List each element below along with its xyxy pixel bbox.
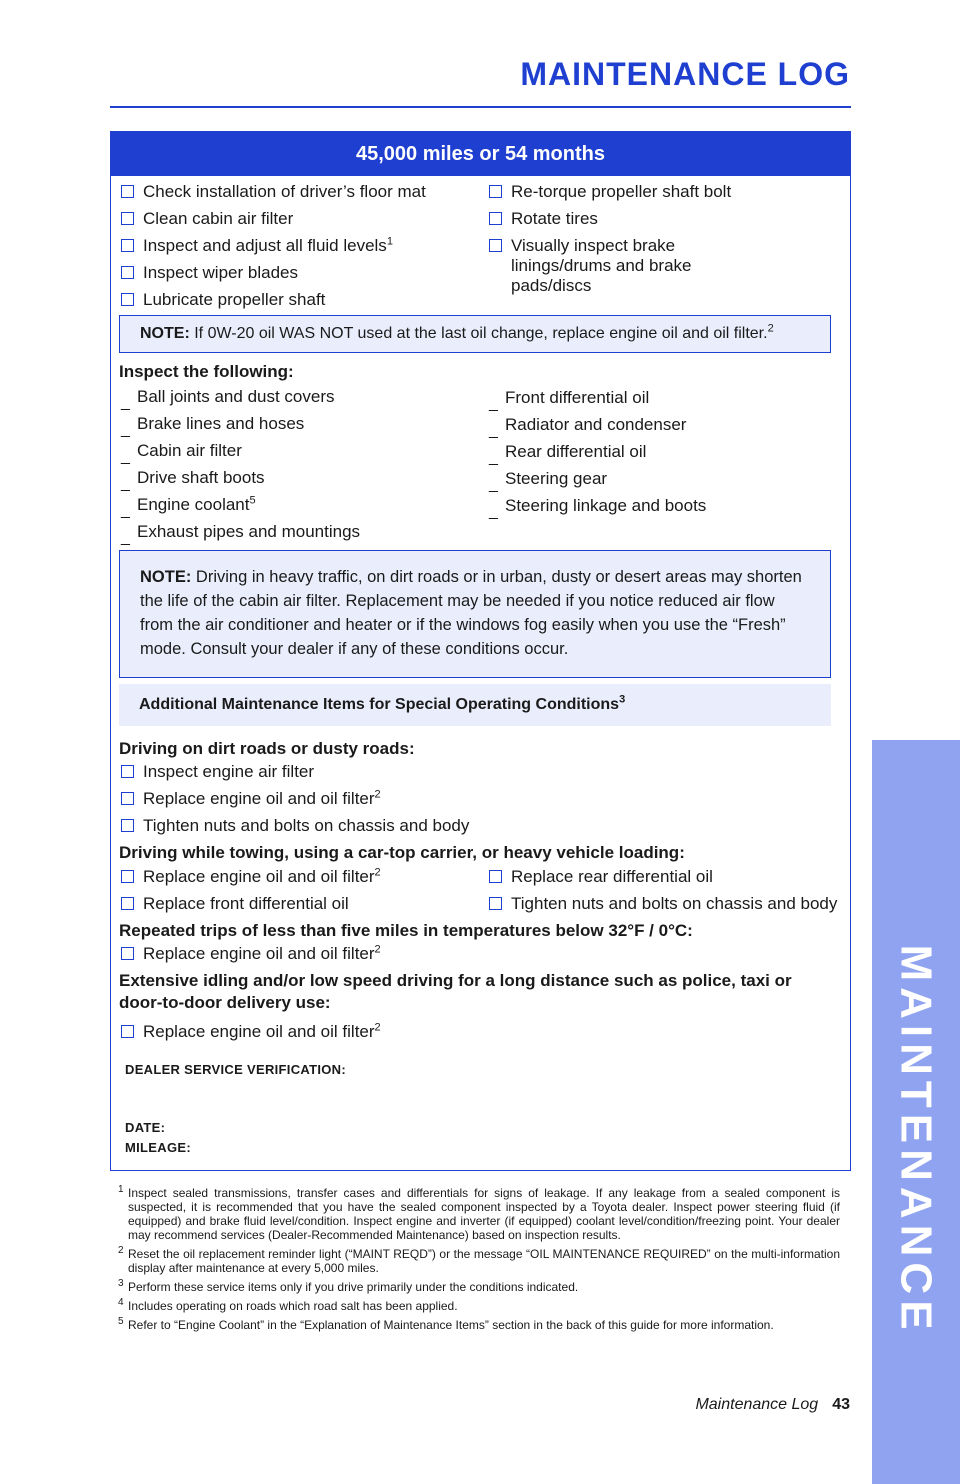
checklist-item (111, 209, 481, 229)
footnote-number: 2 (118, 1245, 124, 1256)
checklist-item (111, 1022, 811, 1042)
checklist-left (111, 182, 481, 317)
idling-list (111, 1022, 811, 1049)
dash-bullet: _ (489, 476, 498, 493)
towing-heading: Driving while towing, using a car-top carrier, or heavy vehicle loading: (119, 843, 685, 862)
dash-bullet: _ (489, 449, 498, 466)
footnote-ref: 2 (767, 322, 774, 335)
item-text: Check installation of driver’s floor mat (143, 182, 426, 201)
special-conditions-title: Additional Maintenance Items for Special Operating Conditions (139, 696, 620, 713)
item-text: Brake lines and hoses (137, 414, 305, 433)
footnote-ref: 1 (386, 235, 393, 248)
short-trips-heading: Repeated trips of less than five miles in temperatures below 32°F / 0°C: (119, 921, 693, 940)
checklist-item (479, 209, 839, 229)
checklist-item (111, 762, 811, 782)
item-text: Rotate tires (511, 209, 598, 228)
short-trips-list (111, 944, 811, 971)
checklist-item (479, 236, 771, 296)
footnote (118, 1299, 840, 1313)
checkbox-icon[interactable] (121, 212, 134, 225)
side-tab (872, 740, 960, 1484)
checklist-item (111, 944, 811, 964)
inspect-item (479, 442, 839, 466)
item-text: Tighten nuts and bolts on chassis and body (511, 894, 838, 913)
checkbox-icon[interactable] (121, 266, 134, 279)
checkbox-icon[interactable] (489, 212, 502, 225)
inspect-heading: Inspect the following: (119, 362, 294, 381)
inspect-item (111, 441, 481, 465)
inspect-item (111, 522, 481, 546)
item-text: Steering linkage and boots (505, 496, 707, 515)
dash-bullet: _ (489, 503, 498, 520)
checklist-item (479, 867, 849, 887)
footnote-text: Inspect sealed transmissions, transfer cases and differentials for signs of leakage. If any leakage from a sealed component is suspected, it is recommended that you have the sealed component inspected by a Toyota dealer. Inspect power steering fluid (if equipped) and brake fluid level/condition. Inspect engine and inverter (if equipped) coolant level/condition/freezing point. Your dealer may recommend services (Dealer-Recommended Maintenance) based on inspection results. (128, 1186, 840, 1242)
item-text: Replace engine oil and oil filter (143, 867, 375, 886)
checkbox-icon[interactable] (121, 293, 134, 306)
dash-bullet: _ (121, 502, 130, 519)
footnote-text: Perform these service items only if you drive primarily under the conditions indicated. (128, 1280, 579, 1294)
item-text: Cabin air filter (137, 441, 242, 460)
footnote-text: Includes operating on roads which road salt has been applied. (128, 1299, 458, 1313)
checklist-item (479, 182, 839, 202)
special-conditions-banner (119, 684, 831, 726)
checkbox-icon[interactable] (121, 947, 134, 960)
checklist-item (111, 236, 481, 256)
checkbox-icon[interactable] (121, 185, 134, 198)
dash-bullet: _ (121, 448, 130, 465)
item-text: Lubricate propeller shaft (143, 290, 326, 309)
item-text: Inspect and adjust all fluid levels (143, 236, 387, 255)
inspect-list-right (479, 388, 839, 523)
page-number: 43 (832, 1396, 850, 1413)
checklist-item (111, 290, 481, 310)
item-text: Front differential oil (505, 388, 650, 407)
checkbox-icon[interactable] (489, 239, 502, 252)
item-text: Inspect engine air filter (143, 762, 315, 781)
checklist-item (111, 789, 811, 809)
inspect-item (479, 388, 839, 412)
item-text: Steering gear (505, 469, 608, 488)
date-label: DATE: (125, 1120, 166, 1135)
footnote-ref: 2 (374, 866, 381, 879)
footnote-ref: 3 (619, 693, 626, 706)
towing-list-right (479, 867, 849, 921)
item-text: Engine coolant (137, 495, 250, 514)
item-text: Re-torque propeller shaft bolt (511, 182, 732, 201)
dash-bullet: _ (121, 475, 130, 492)
mileage-label: MILEAGE: (125, 1140, 191, 1155)
footnote (118, 1318, 840, 1332)
page-title: MAINTENANCE LOG (520, 56, 850, 92)
note-text: Driving in heavy traffic, on dirt roads or in urban, dusty or desert areas may shorten the life of the cabin air filter. Replacement may be needed if you notice reduced air flow from the air conditioner and heater or if the windows fog easily when you use the “Fresh” mode. Consult your dealer if any of these conditions occur. (140, 568, 802, 658)
item-text: Replace front differential oil (143, 894, 349, 913)
checklist-right (479, 182, 839, 303)
inspect-item (111, 414, 481, 438)
inspect-item (111, 468, 481, 492)
item-text: Replace engine oil and oil filter (143, 1022, 375, 1041)
checklist-item (111, 182, 481, 202)
checklist-item (111, 894, 481, 914)
footnote-text: Reset the oil replacement reminder light (“MAINT REQD”) or the message “OIL MAINTENANCE REQUIRED” on the multi-information display after maintenance at every 5,000 miles. (128, 1247, 840, 1275)
maintenance-box (110, 131, 851, 1171)
footnote-number: 3 (118, 1278, 124, 1289)
dirt-roads-heading: Driving on dirt roads or dusty roads: (119, 739, 415, 758)
checkbox-icon[interactable] (489, 870, 502, 883)
footnote-ref: 2 (374, 788, 381, 801)
item-text: Tighten nuts and bolts on chassis and body (143, 816, 470, 835)
footnote-ref: 2 (374, 1021, 381, 1034)
interval-header: 45,000 miles or 54 months (111, 132, 850, 176)
note-label: NOTE: (140, 568, 192, 586)
checklist-item (111, 816, 811, 836)
item-text: Ball joints and dust covers (137, 387, 335, 406)
footnote (118, 1186, 840, 1242)
footnote-number: 1 (118, 1184, 124, 1195)
item-text: Replace engine oil and oil filter (143, 944, 375, 963)
item-text: Inspect wiper blades (143, 263, 298, 282)
note-text: If 0W-20 oil WAS NOT used at the last oil change, replace engine oil and oil filter. (189, 325, 768, 342)
checkbox-icon[interactable] (489, 897, 502, 910)
checkbox-icon[interactable] (121, 870, 134, 883)
checkbox-icon[interactable] (121, 897, 134, 910)
footer-section-name: Maintenance Log (695, 1396, 819, 1413)
footnotes (118, 1186, 840, 1337)
checkbox-icon[interactable] (489, 185, 502, 198)
title-rule (110, 106, 851, 108)
checklist-item (111, 263, 481, 283)
dealer-verification-label: DEALER SERVICE VERIFICATION: (125, 1062, 346, 1077)
item-text: Radiator and condenser (505, 415, 687, 434)
dash-bullet: _ (121, 394, 130, 411)
footnote-ref: 2 (374, 943, 381, 956)
checkbox-icon[interactable] (121, 765, 134, 778)
footnote (118, 1280, 840, 1294)
item-text: Exhaust pipes and mountings (137, 522, 361, 541)
checkbox-icon[interactable] (121, 819, 134, 832)
footnote-number: 5 (118, 1316, 124, 1327)
towing-list-left (111, 867, 481, 921)
dash-bullet: _ (489, 422, 498, 439)
checkbox-icon[interactable] (121, 1025, 134, 1038)
note-cabin-filter (119, 550, 831, 678)
item-text: Replace engine oil and oil filter (143, 789, 375, 808)
side-tab-label: MAINTENANCE (892, 944, 942, 1336)
dash-bullet: _ (121, 421, 130, 438)
item-text: Visually inspect brake linings/drums and brake pads/discs (511, 236, 692, 295)
inspect-item (479, 496, 839, 520)
page-footer (695, 1396, 850, 1414)
footnote (118, 1247, 840, 1275)
checkbox-icon[interactable] (121, 239, 134, 252)
note-label: NOTE: (140, 325, 190, 342)
inspect-item (479, 469, 839, 493)
item-text: Replace rear differential oil (511, 867, 713, 886)
checklist-item (479, 894, 849, 914)
item-text: Drive shaft boots (137, 468, 265, 487)
footnote-number: 4 (118, 1297, 124, 1308)
dash-bullet: _ (121, 529, 130, 546)
idling-heading: Extensive idling and/or low speed driving for a long distance such as police, taxi or door-to-door delivery use: (119, 971, 792, 1012)
inspect-list-left (111, 387, 481, 549)
checkbox-icon[interactable] (121, 792, 134, 805)
note-oil (119, 315, 831, 353)
inspect-item (111, 494, 481, 519)
footnote-ref: 5 (249, 494, 256, 507)
checklist-item (111, 867, 481, 887)
inspect-item (111, 387, 481, 411)
dirt-roads-list (111, 762, 811, 843)
item-text: Rear differential oil (505, 442, 647, 461)
footnote-text: Refer to “Engine Coolant” in the “Explanation of Maintenance Items” section in the back of this guide for more information. (128, 1318, 774, 1332)
item-text: Clean cabin air filter (143, 209, 294, 228)
inspect-item (479, 415, 839, 439)
dash-bullet: _ (489, 395, 498, 412)
